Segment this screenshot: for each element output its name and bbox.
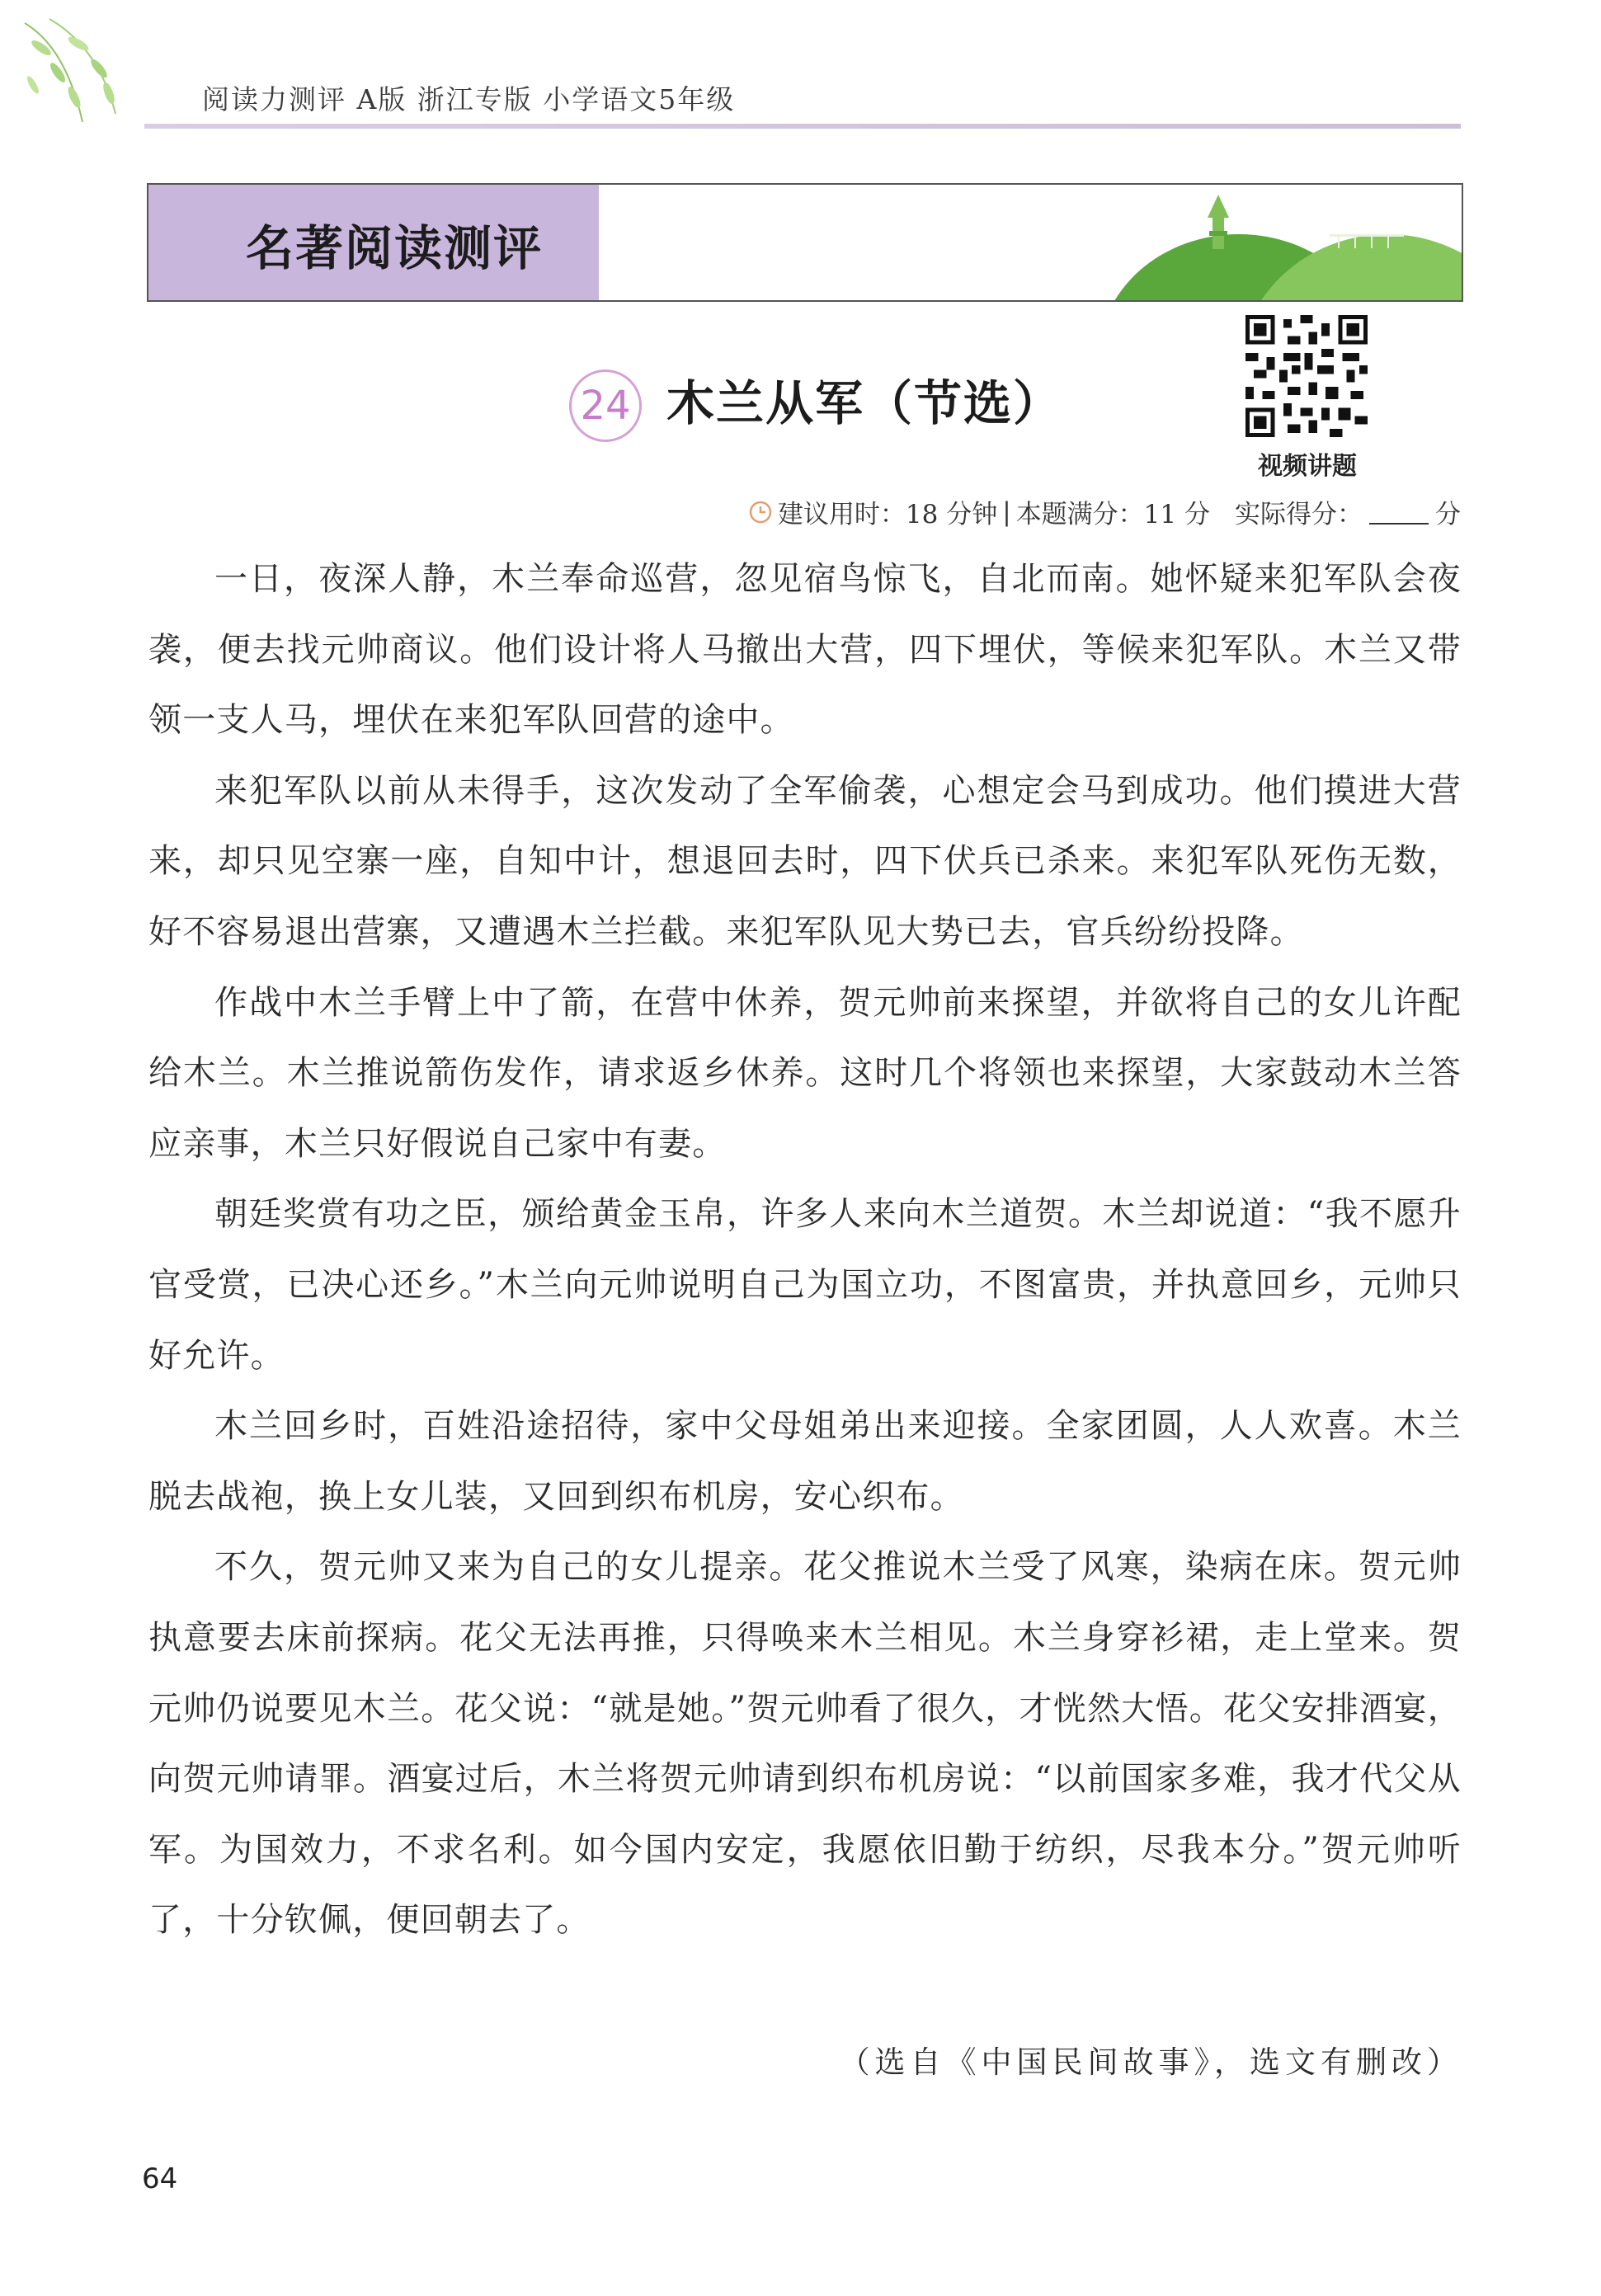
paragraph: 作战中木兰手臂上中了箭，在营中休养，贺元帅前来探望，并欲将自己的女儿许配给木兰。木兰推说箭伤发作，请求返乡休养。这时几个将领也来探望，大家鼓动木兰答应亲事，木兰只好假说自己家中有妻。 bbox=[148, 983, 1462, 1163]
series-header: 阅读力测评 A版 浙江专版 小学语文5年级 bbox=[202, 83, 736, 115]
paragraph: 一日，夜深人静，木兰奉命巡营，忽见宿鸟惊飞，自北而南。她怀疑来犯军队会夜袭，便去找元帅商议。他们设计将人马撤出大营，四下埋伏，等候来犯军队。木兰又带领一支人马，埋伏在来犯军队回营的途中。 bbox=[148, 560, 1462, 740]
paragraph: 朝廷奖赏有功之臣，颁给黄金玉帛，许多人来向木兰道贺。木兰却说道：“我不愿升官受赏，已决心还乡。”木兰向元帅说明自己为国立功，不图富贵，并执意回乡，元帅只好允许。 bbox=[148, 1195, 1462, 1375]
meta-separator: | bbox=[1002, 496, 1011, 527]
willow-leaves-decoration bbox=[16, 15, 181, 130]
actual-score-blank[interactable] bbox=[1369, 500, 1429, 525]
header-divider bbox=[144, 124, 1461, 129]
suggested-time: 建议用时：18 分钟 bbox=[777, 500, 998, 529]
section-banner bbox=[147, 183, 1463, 302]
paragraph: 不久，贺元帅又来为自己的女儿提亲。花父推说木兰受了风寒，染病在床。贺元帅执意要去床前探病。花父无法再推，只得唤来木兰相见。木兰身穿衫裙，走上堂来。贺元帅仍说要见木兰。花父说：“就是她。”贺元帅看了很久，才恍然大悟。花父安排酒宴，向贺元帅请罪。酒宴过后，木兰将贺元帅请到织布机房说：“以前国家多难，我才代父从军。为国效力，不求名利。如今国内安定，我愿依旧勤于纺织，尽我本分。”贺元帅听了，十分钦佩，便回朝去了。 bbox=[148, 1548, 1462, 1940]
pagoda-hill-illustration bbox=[1033, 185, 1462, 300]
lesson-number-badge: 24 bbox=[569, 369, 642, 442]
clock-icon bbox=[748, 500, 773, 525]
article-body bbox=[148, 544, 1462, 1956]
source-citation: （选自《中国民间故事》，选文有删改） bbox=[839, 2044, 1462, 2080]
paragraph: 来犯军队以前从未得手，这次发动了全军偷袭，心想定会马到成功。他们摸进大营来，却只见空寨一座，自知中计，想退回去时，四下伏兵已杀来。来犯军队死伤无数，好不容易退出营寨，又遭遇木兰拦截。来犯军队见大势已去，官兵纷纷投降。 bbox=[148, 771, 1462, 951]
page-number: 64 bbox=[142, 2162, 178, 2195]
actual-score-label: 实际得分： bbox=[1235, 500, 1363, 529]
exercise-meta bbox=[748, 493, 1461, 530]
lesson-title: 木兰从军（节选） bbox=[666, 375, 1063, 431]
qr-label: 视频讲题 bbox=[1258, 452, 1357, 481]
paragraph: 木兰回乡时，百姓沿途招待，家中父母姐弟出来迎接。全家团圆，人人欢喜。木兰脱去战袍，换上女儿装，又回到织布机房，安心织布。 bbox=[148, 1407, 1462, 1516]
qr-code-icon[interactable] bbox=[1245, 315, 1368, 437]
score-unit: 分 bbox=[1435, 500, 1461, 529]
section-title: 名著阅读测评 bbox=[246, 220, 544, 276]
full-score: 本题满分：11 分 bbox=[1015, 500, 1210, 529]
